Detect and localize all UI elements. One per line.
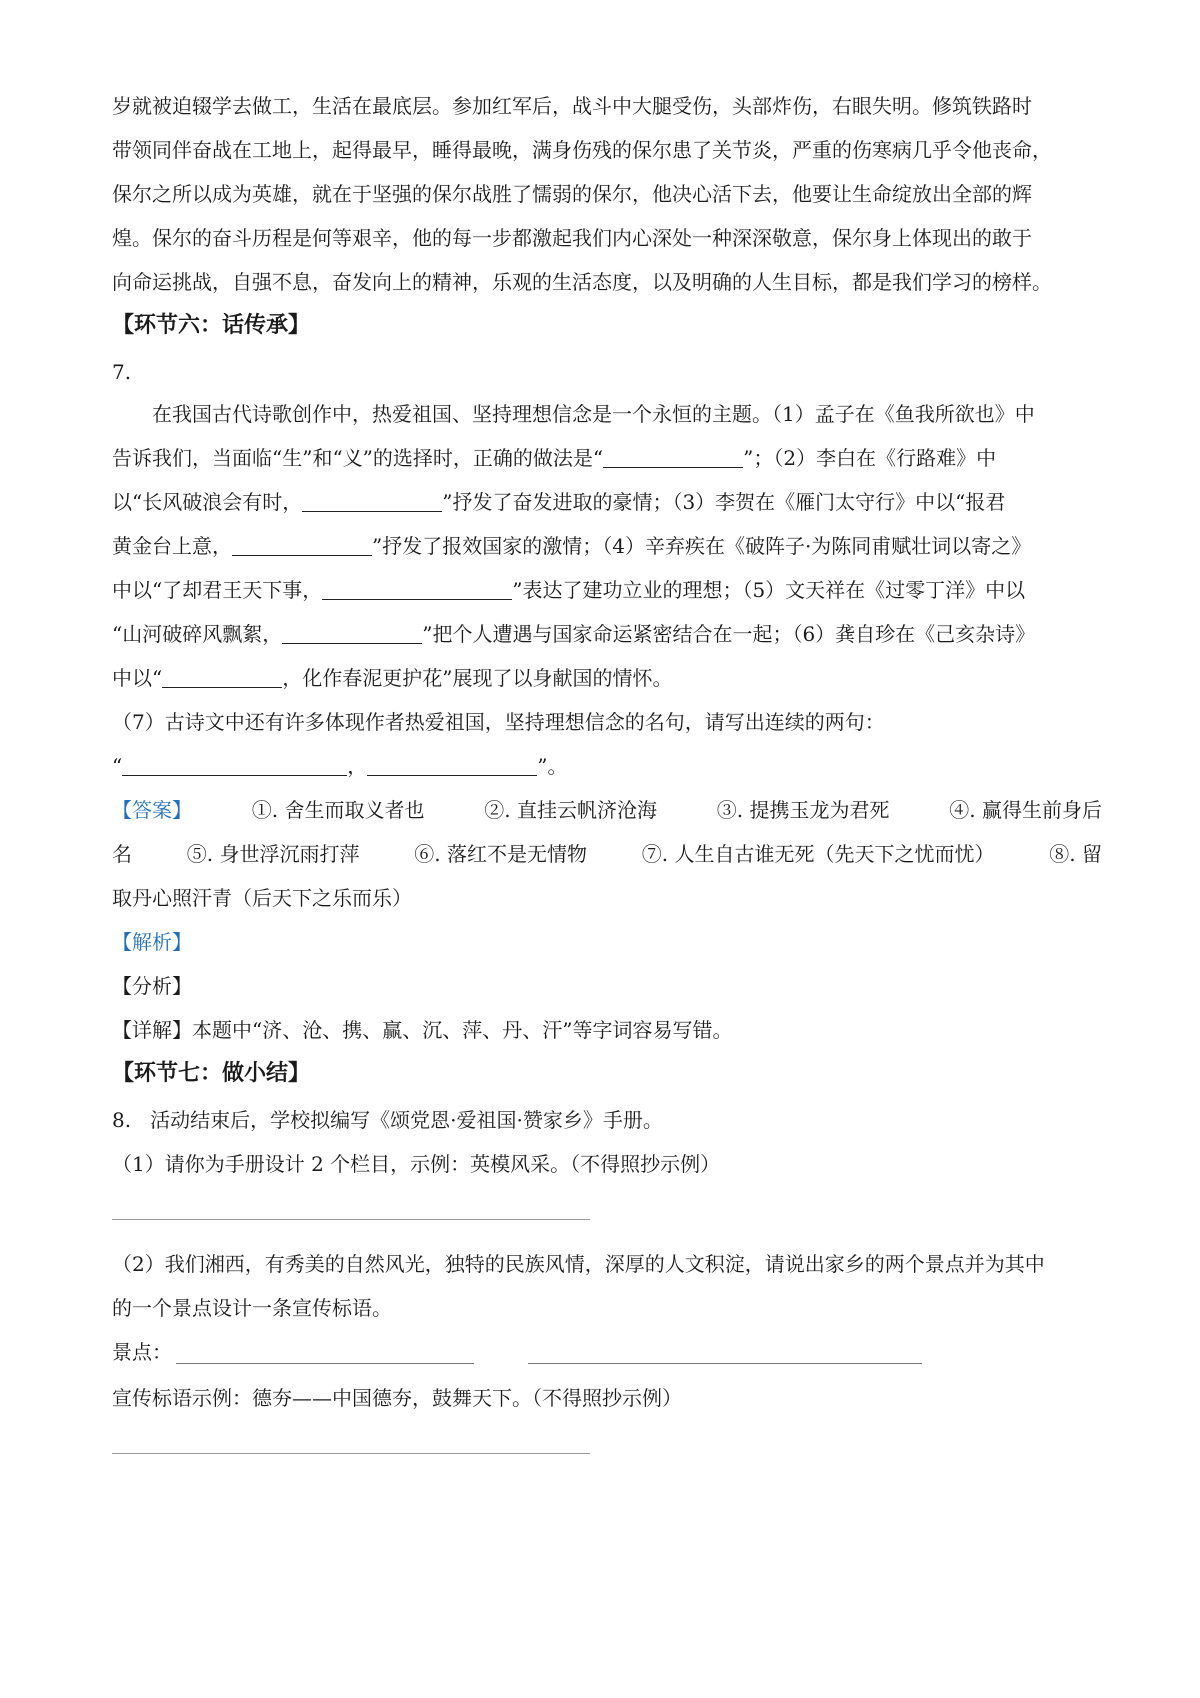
question-text	[112, 488, 1102, 516]
answer-line	[112, 840, 1102, 868]
answer-line-blank[interactable]	[112, 1219, 590, 1220]
answer-item: ⑧. 留	[1049, 842, 1102, 866]
question-text-segment: ”。	[537, 754, 568, 778]
fill-blank-3[interactable]	[232, 535, 372, 556]
answer-item: ⑦. 人生自古谁无死（先天下之忧而忧）	[641, 842, 995, 866]
question-text-segment: 中以“	[112, 666, 163, 690]
question-text: 的一个景点设计一条宣传标语。	[112, 1296, 392, 1320]
question-text	[112, 1106, 1102, 1134]
answer-item: ③. 提携玉龙为君死	[716, 798, 890, 822]
question-text-segment: 黄金台上意，	[112, 534, 232, 558]
section-heading: 【环节七：做小结】	[112, 1061, 311, 1086]
question-text	[112, 620, 1102, 648]
question-text: （1）请你为手册设计 2 个栏目，示例：英模风采。（不得照抄示例）	[112, 1152, 721, 1176]
spots-label: 景点：	[112, 1340, 172, 1364]
answer-line	[112, 796, 1102, 824]
slogan-blank[interactable]	[112, 1453, 590, 1454]
answer-item: 名	[112, 842, 132, 866]
question-text-segment: 以“长风破浪会有时，	[112, 490, 303, 514]
analysis-detail: 【详解】本题中“济、沧、携、赢、沉、萍、丹、汗”等字词容易写错。	[112, 1018, 733, 1042]
answer-item: ②. 直挂云帆济沧海	[484, 798, 657, 822]
fill-blank-8[interactable]	[367, 755, 537, 776]
analysis-label: 【解析】	[112, 930, 192, 954]
question-number: 8.	[112, 1108, 132, 1132]
question-text-segment: ”抒发了报效国家的激情；（4）辛弃疾在《破阵子·为陈同甫赋壮词以寄之》	[372, 534, 1032, 558]
paragraph-line: 岁就被迫辍学去做工，生活在最底层。参加红军后，战斗中大腿受伤，头部炸伤，右眼失明。修筑铁路时	[112, 94, 1032, 118]
question-text-segment: ”抒发了奋发进取的豪情；（3）李贺在《雁门太守行》中以“报君	[442, 490, 1006, 514]
answer-item: ④. 赢得生前身后	[949, 798, 1102, 822]
question-text-segment: ”；（2）李白在《行路难》中	[743, 446, 997, 470]
question-text: （7）古诗文中还有许多体现作者热爱祖国，坚持理想信念的名句，请写出连续的两句：	[112, 710, 885, 734]
question-text-segment: “山河破碎风飘絮，	[112, 622, 283, 646]
paragraph-line: 向命运挑战，自强不息，奋发向上的精神，乐观的生活态度，以及明确的人生目标，都是我们学习的榜样。	[112, 270, 1052, 294]
question-text-segment: ”表达了建功立业的理想；（5）文天祥在《过零丁洋》中以	[512, 578, 1026, 602]
paragraph-line: 保尔之所以成为英雄，就在于坚强的保尔战胜了懦弱的保尔，他决心活下去，他要让生命绽放出全部的辉	[112, 182, 1032, 206]
answer-label: 【答案】	[112, 798, 192, 822]
answer-item: ①. 舍生而取义者也	[251, 798, 425, 822]
answer-line: 取丹心照汗青（后天下之乐而乐）	[112, 886, 412, 910]
question-number: 7.	[112, 360, 132, 384]
analysis-fenxi: 【分析】	[112, 974, 192, 998]
spot-blank-2[interactable]	[528, 1363, 922, 1364]
question-text	[112, 444, 1102, 472]
spot-blank-1[interactable]	[176, 1363, 474, 1364]
question-text	[112, 752, 1102, 780]
question-text-segment: “	[112, 754, 123, 778]
question-text-segment: 中以“了却君王天下事，	[112, 578, 323, 602]
question-text-segment: ”把个人遭遇与国家命运紧密结合在一起；（6）龚自珍在《己亥杂诗》	[422, 622, 1036, 646]
question-text	[112, 664, 1102, 692]
question-text-segment: ，	[347, 754, 368, 778]
fill-blank-7[interactable]	[122, 755, 347, 776]
question-text: （2）我们湘西，有秀美的自然风光，独特的民族风情，深厚的人文积淀，请说出家乡的两个景点并为其中	[112, 1252, 1045, 1276]
answer-item: ⑤. 身世浮沉雨打萍	[186, 842, 360, 866]
question-text-segment: 告诉我们，当面临“生”和“义”的选择时，正确的做法是“	[112, 446, 604, 470]
question-stem: 活动结束后，学校拟编写《颂党恩·爱祖国·赞家乡》手册。	[150, 1108, 663, 1132]
slogan-example: 宣传标语示例：德夯——中国德夯，鼓舞天下。（不得照抄示例）	[112, 1386, 682, 1410]
question-text	[112, 576, 1102, 604]
fill-blank-6[interactable]	[162, 667, 282, 688]
answer-item: ⑥. 落红不是无情物	[414, 842, 587, 866]
question-text	[112, 532, 1102, 560]
section-heading: 【环节六：话传承】	[112, 313, 311, 338]
fill-blank-1[interactable]	[603, 447, 743, 468]
question-text: 在我国古代诗歌创作中，热爱祖国、坚持理想信念是一个永恒的主题。（1）孟子在《鱼我所欲也》中	[152, 402, 1035, 426]
fill-blank-4[interactable]	[322, 579, 512, 600]
paragraph-line: 带领同伴奋战在工地上，起得最早，睡得最晚，满身伤残的保尔患了关节炎，严重的伤寒病几乎令他丧命，	[112, 138, 1052, 162]
fill-blank-2[interactable]	[302, 491, 442, 512]
question-text-segment: ，化作春泥更护花”展现了以身献国的情怀。	[282, 666, 673, 690]
paragraph-line: 煌。保尔的奋斗历程是何等艰辛，他的每一步都激起我们内心深处一种深深敬意，保尔身上体现出的敢于	[112, 226, 1032, 250]
fill-blank-5[interactable]	[282, 623, 422, 644]
